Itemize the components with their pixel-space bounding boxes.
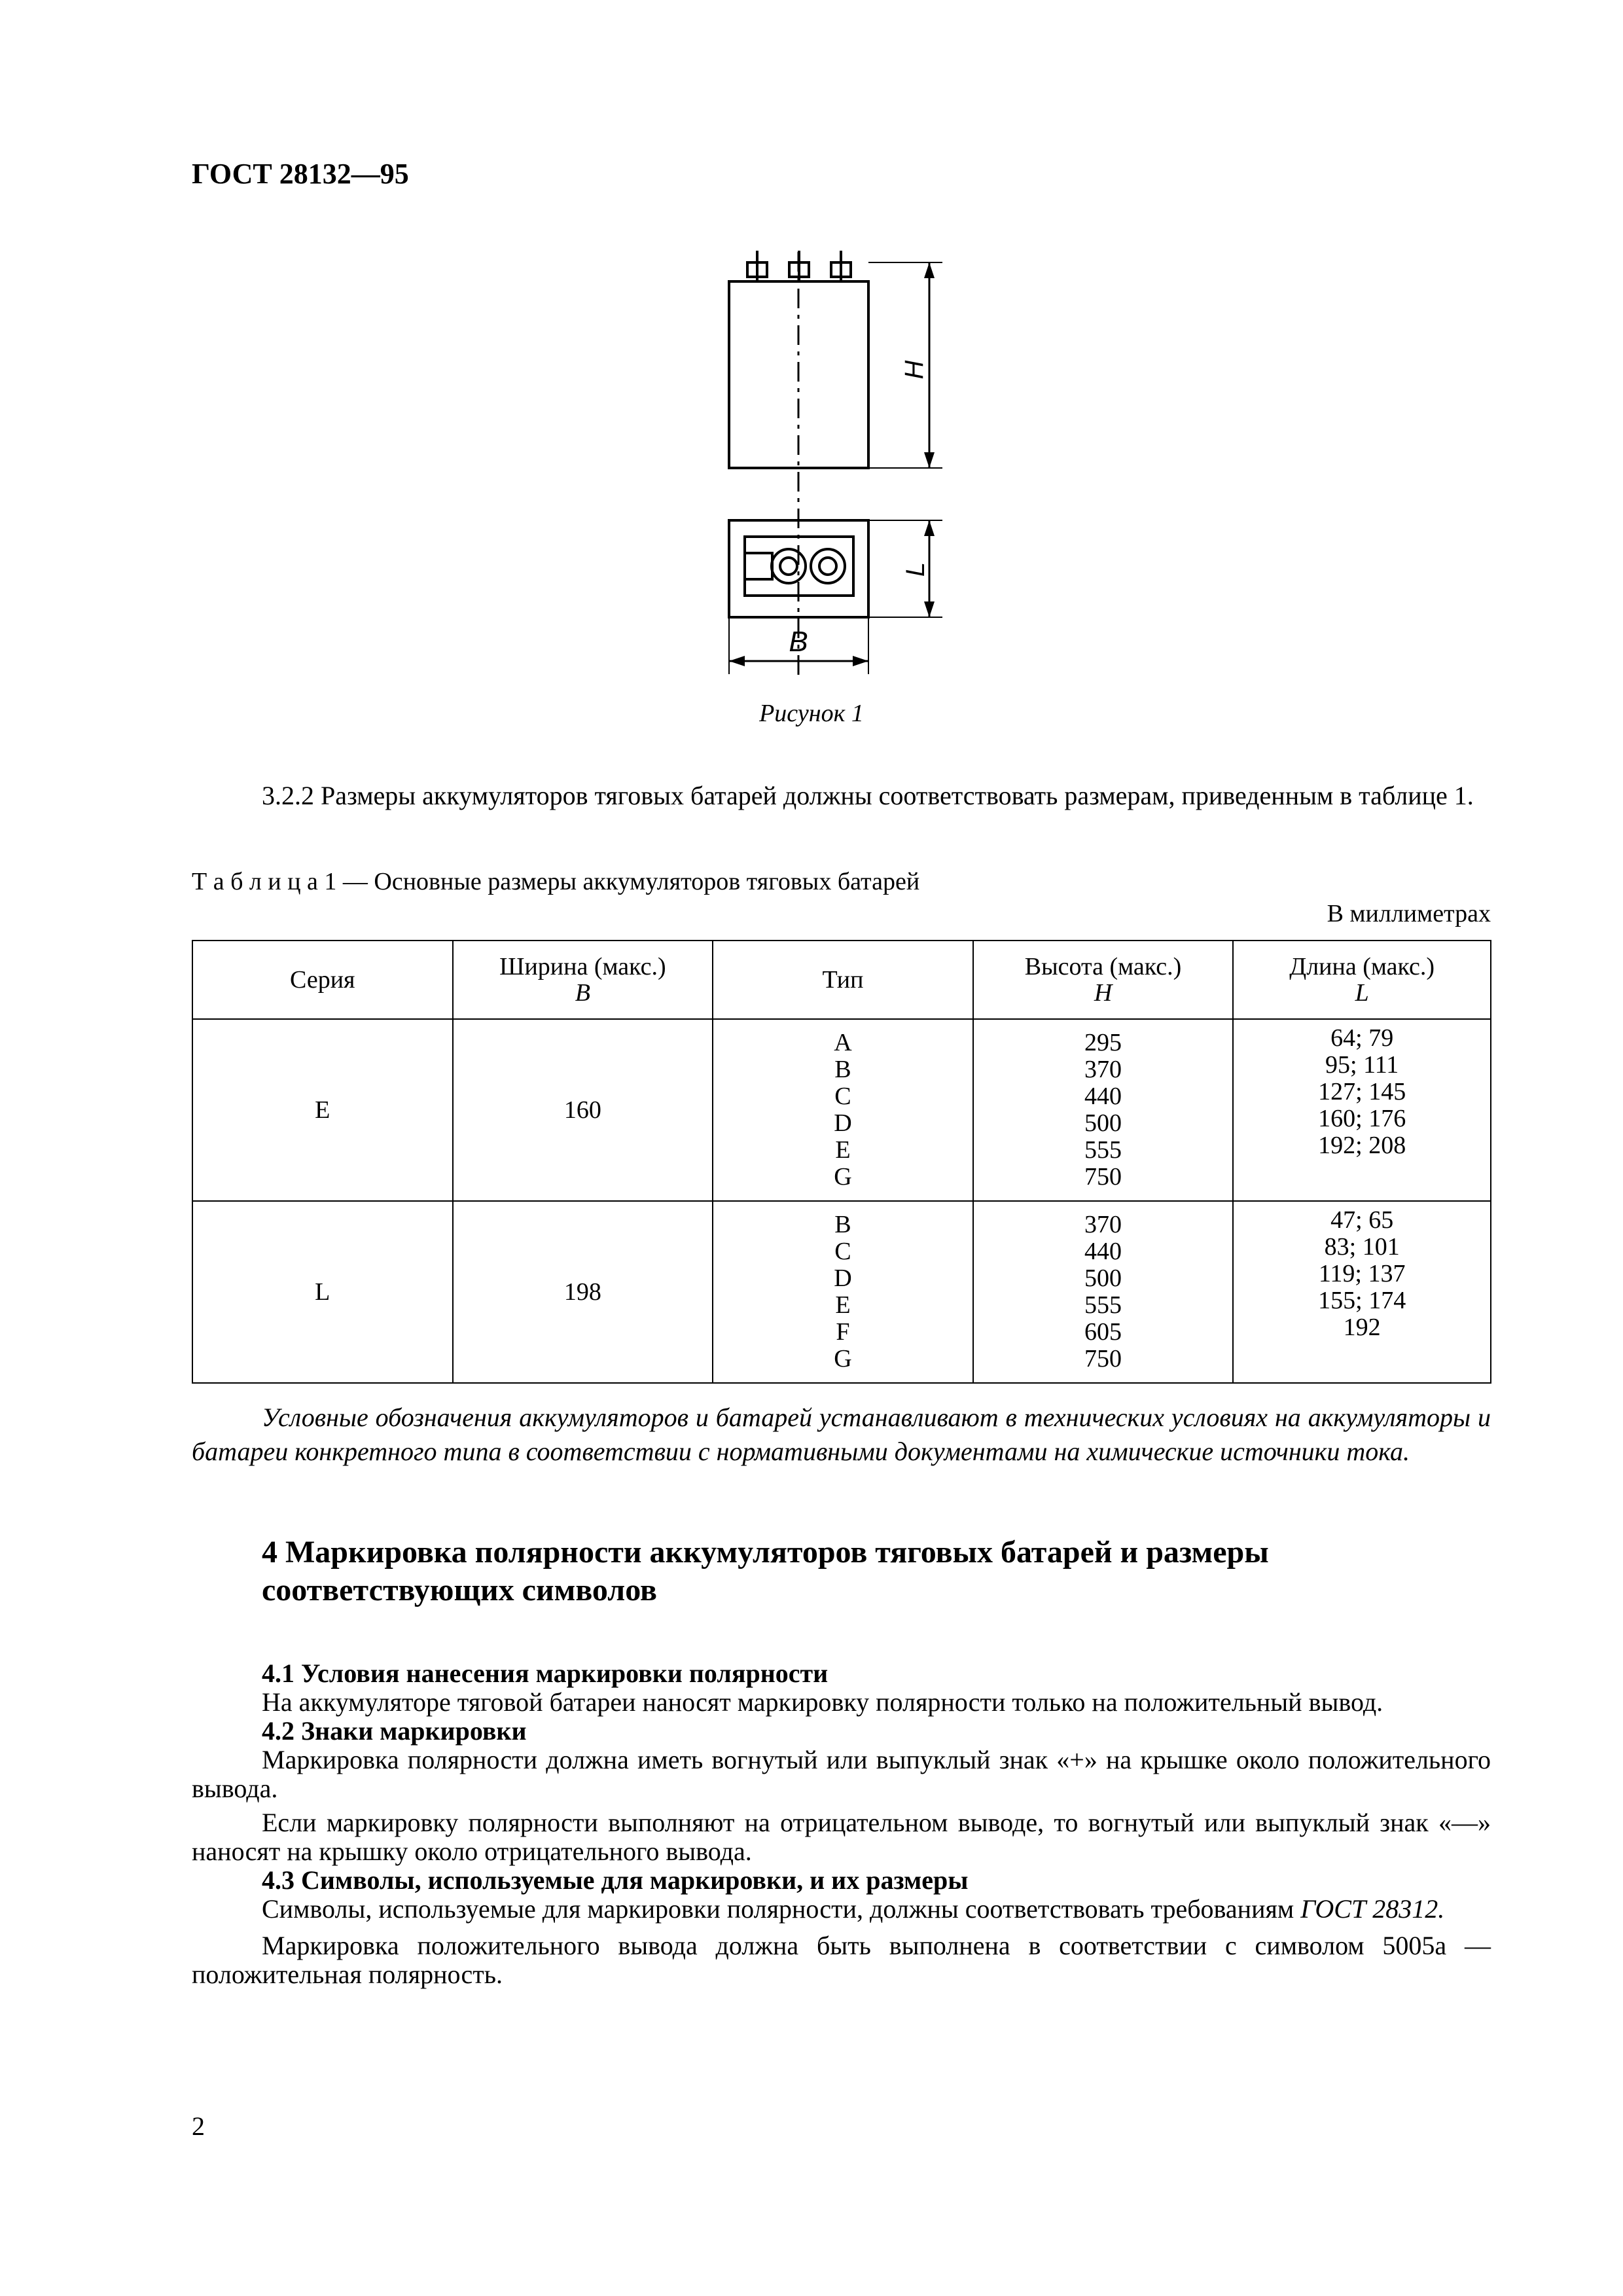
section-4-2-text-1: Маркировка полярности должна иметь вогнутый или выпуклый знак «+» на крышке около положительного вывода. (192, 1745, 1491, 1803)
section-4-1-title: 4.1 Условия нанесения маркировки полярности (262, 1659, 829, 1688)
figure-caption: Рисунок 1 (759, 700, 864, 727)
cell-lengths: 64; 79 95; 111 127; 145 160; 176 192; 208 (1233, 1019, 1491, 1201)
cell-heights: 295 370 440 500 555 750 (973, 1019, 1234, 1201)
cell-series: E (192, 1019, 453, 1201)
section-4-body (192, 1659, 1491, 1989)
dimension-l-label: L (901, 562, 930, 577)
cell-types: A B C D E G (713, 1019, 973, 1201)
cell-series: L (192, 1201, 453, 1383)
cell-width: 198 (453, 1201, 713, 1383)
section-4-title: 4 Маркировка полярности аккумуляторов тяговых батарей и размеры соответствующих символов (262, 1535, 1269, 1607)
header-length: Длина (макс.) L (1233, 941, 1491, 1019)
table-units: В миллиметрах (1327, 900, 1491, 927)
section-4-3-text-2: Маркировка положительного вывода должна быть выполнена в соответствии с символом 5005а — положительная полярность. (192, 1931, 1491, 1989)
table-caption: Т а б л и ц а 1 — Основные размеры аккумуляторов тяговых батарей (192, 868, 920, 895)
document-header: ГОСТ 28132—95 (192, 158, 409, 190)
table-header-row (192, 941, 1491, 1019)
dimensions-table (192, 940, 1491, 1384)
table-row (192, 1019, 1491, 1201)
designation-note: Условные обозначения аккумуляторов и батарей устанавливают в технических условиях на аккумуляторы и батареи конкретного типа в соответствии с нормативными документами на химические источники тока. (192, 1403, 1491, 1466)
section-4-2-text-2: Если маркировку полярности выполняют на отрицательном выводе, то вогнутый или выпуклый знак «—» наносят на крышку около отрицательного вывода. (192, 1808, 1491, 1866)
standard-reference: ГОСТ 28312. (1300, 1894, 1445, 1924)
dimension-b-label: B (789, 626, 808, 658)
cell-heights: 370 440 500 555 605 750 (973, 1201, 1234, 1383)
battery-drawing (707, 245, 982, 677)
cell-types: B C D E F G (713, 1201, 973, 1383)
header-series: Серия (192, 941, 453, 1019)
header-width: Ширина (макс.) B (453, 941, 713, 1019)
cell-lengths: 47; 65 83; 101 119; 137 155; 174 192 (1233, 1201, 1491, 1383)
dimension-h-label: H (900, 360, 929, 380)
header-height: Высота (макс.) H (973, 941, 1234, 1019)
header-type: Тип (713, 941, 973, 1019)
section-4-1-text: На аккумуляторе тяговой батареи наносят маркировку полярности только на положительный вывод. (262, 1687, 1383, 1717)
paragraph-3-2-2: 3.2.2 Размеры аккумуляторов тяговых батарей должны соответствовать размерам, приведенным в таблице 1. (262, 781, 1474, 810)
cell-width: 160 (453, 1019, 713, 1201)
section-4-3-text-1: Символы, используемые для маркировки полярности, должны соответствовать требованиям ГОСТ 28312. (262, 1894, 1445, 1924)
section-4-3-title: 4.3 Символы, используемые для маркировки, и их размеры (262, 1865, 969, 1895)
page-number: 2 (192, 2111, 205, 2141)
table-row (192, 1201, 1491, 1383)
section-4-2-title: 4.2 Знаки маркировки (262, 1716, 527, 1746)
